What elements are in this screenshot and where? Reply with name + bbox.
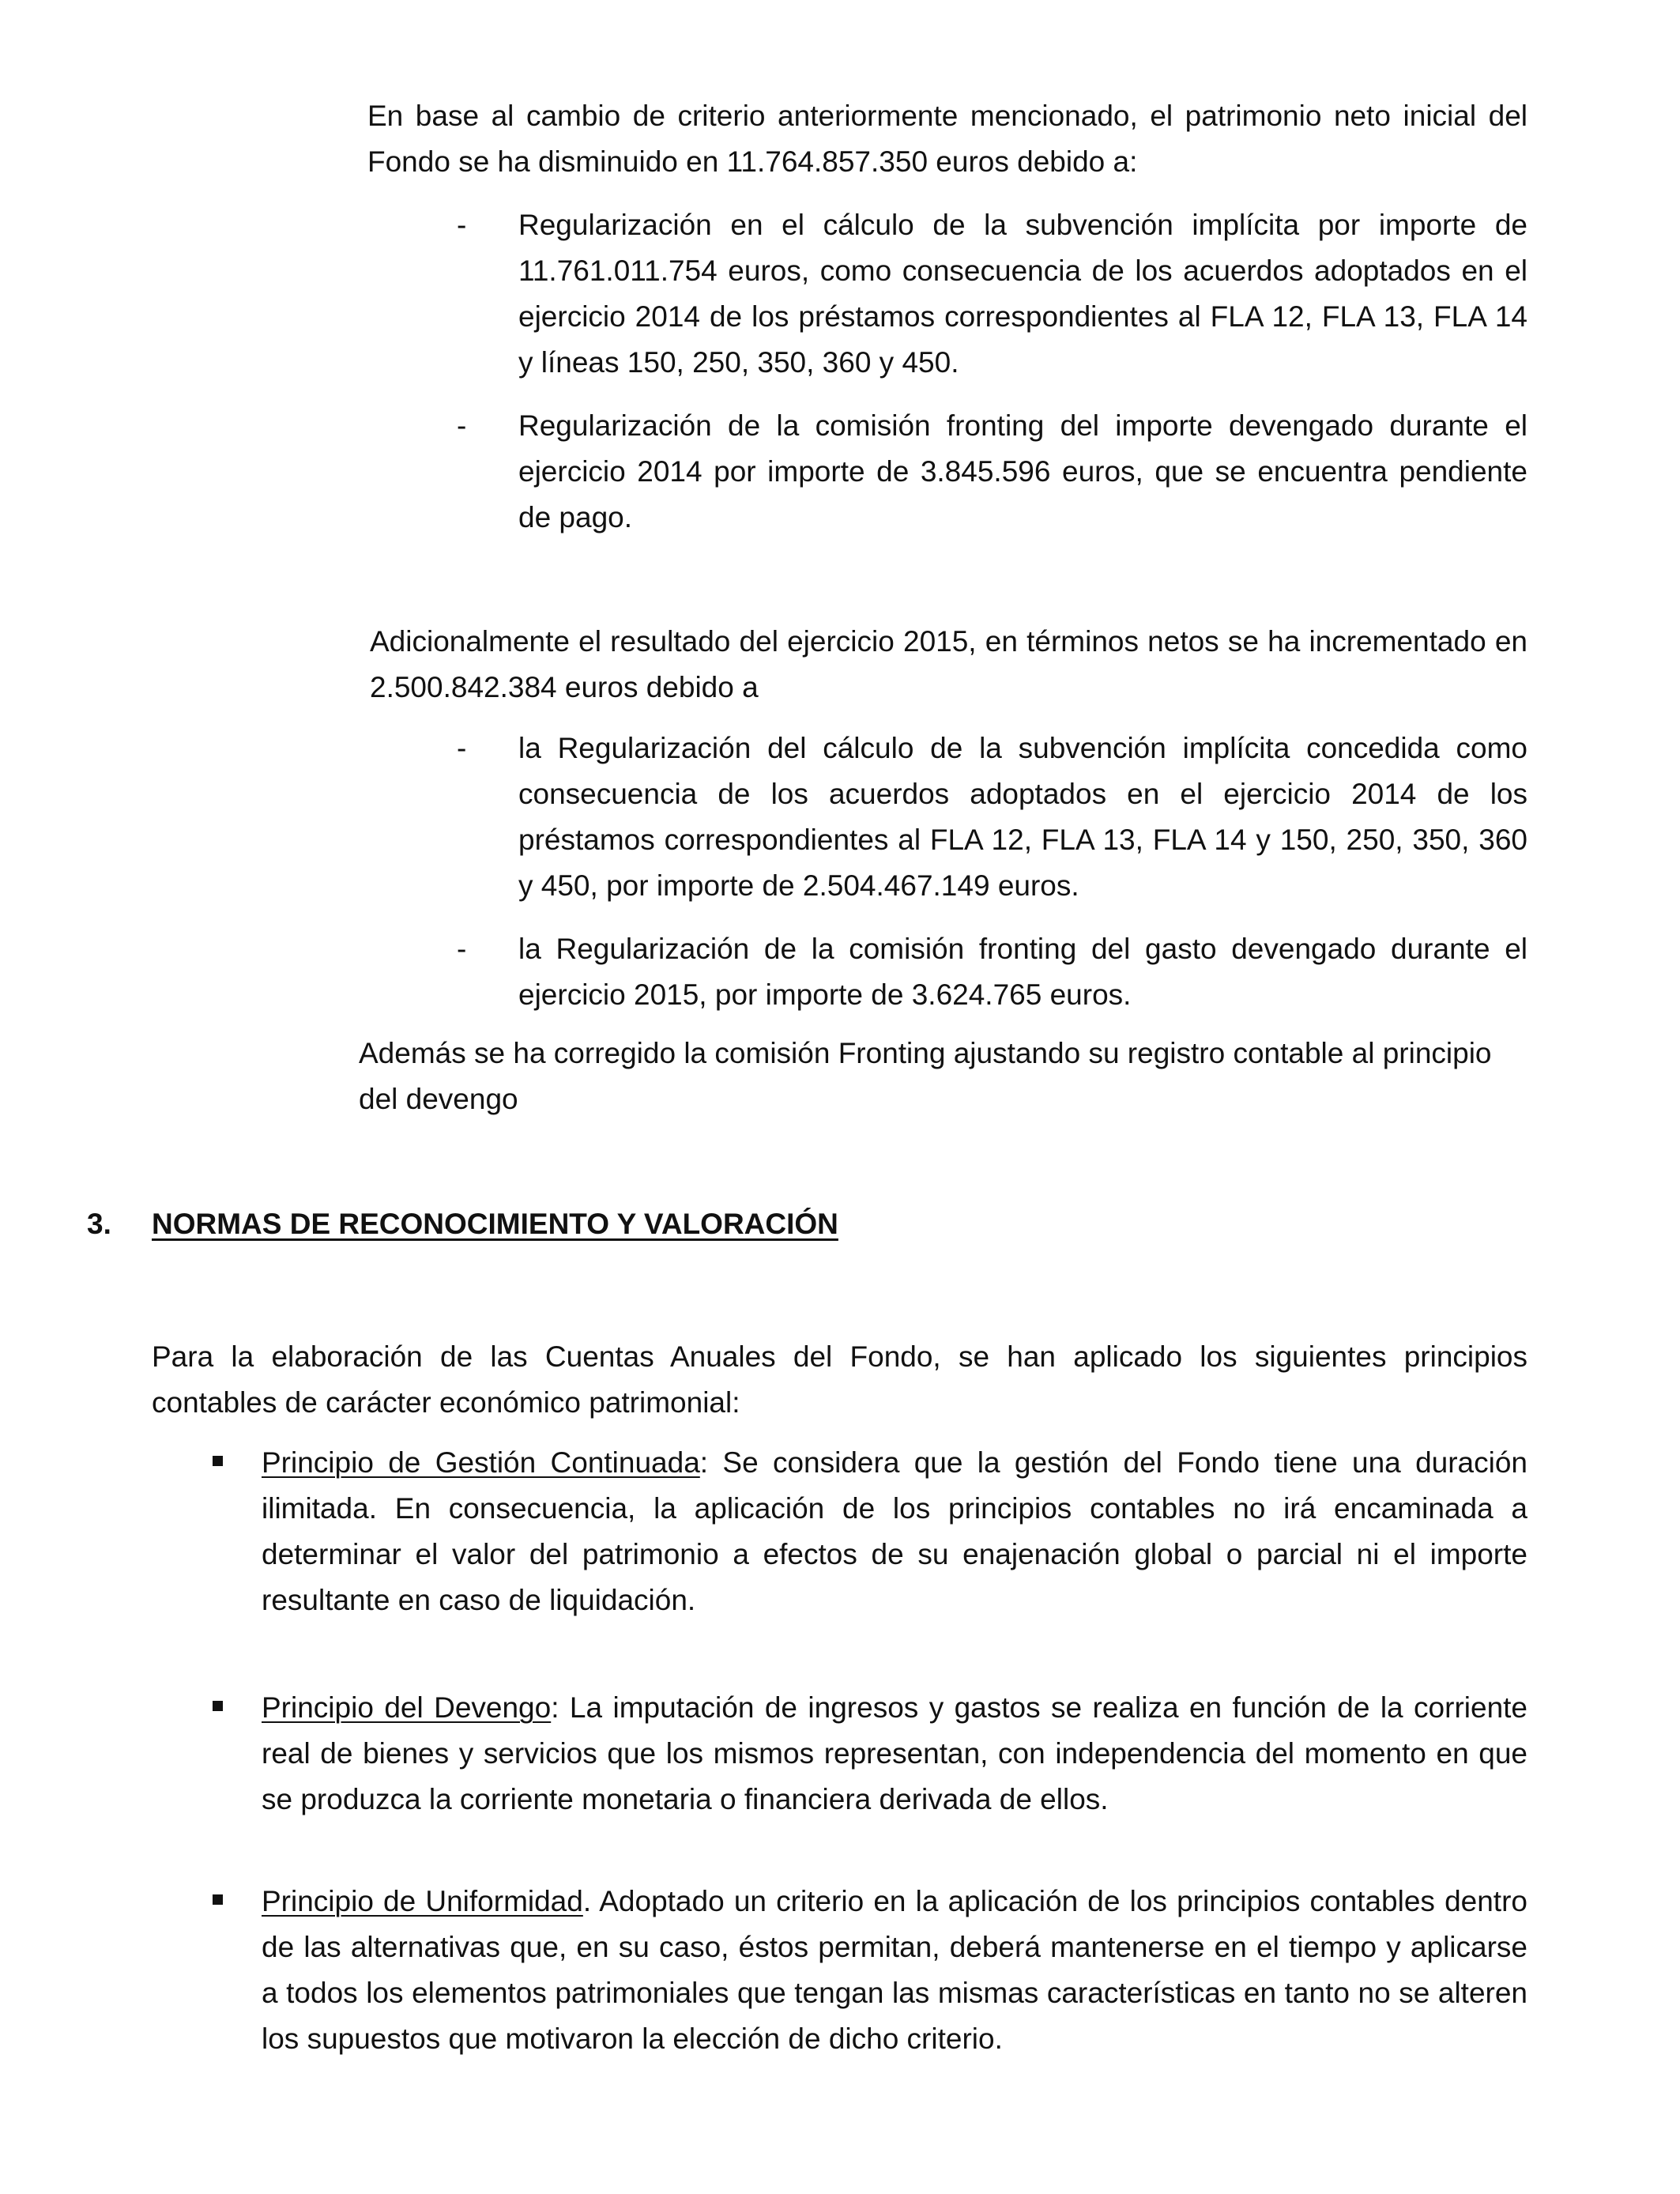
principle-description: Se considera que la gestión del Fondo tiene una duración ilimitada. En consecuencia, la aplicación de los principios contables no irá encaminada a determinar el valor del patrimonio a efectos de su enajenación global o parcial ni el importe resultante en caso de liquidación. xyxy=(262,1446,1527,1616)
dash-marker: - xyxy=(457,409,467,442)
square-bullet-icon xyxy=(213,1894,223,1905)
paragraph-fronting-note xyxy=(359,1031,1527,1122)
principle-name: Principio de Gestión Continuada xyxy=(262,1446,700,1479)
principle-name: Principio del Devengo xyxy=(262,1691,552,1724)
paragraph-patrimonio-intro xyxy=(367,93,1527,185)
principle-separator: : xyxy=(699,1446,709,1479)
square-bullet-icon xyxy=(213,1456,223,1466)
principle-text xyxy=(262,1685,1527,1823)
list-item-text: la Regularización del cálculo de la subvención implícita concedida como consecuencia de los acuerdos adoptados en el ejercicio 2014 de los préstamos correspondientes al FLA 12, FLA 13, FLA 14 y 150, 250, 350, 360 y 450, por importe de 2.504.467.149 euros. xyxy=(518,732,1527,902)
paragraph-resultado-intro xyxy=(370,619,1527,711)
principle-description: Adoptado un criterio en la aplicación de los principios contables dentro de las alternativas que, en su caso, éstos permitan, deberá mantenerse en el tiempo y aplicarse a todos los elementos patrimoniales que tengan las mismas características en tanto no se alteren los supuestos que motivaron la elección de dicho criterio. xyxy=(262,1885,1527,2055)
dash-marker: - xyxy=(457,732,467,764)
section-title: NORMAS DE RECONOCIMIENTO Y VALORACIÓN xyxy=(152,1208,838,1240)
principle-text xyxy=(262,1440,1527,1623)
principle-separator: . xyxy=(582,1885,592,1917)
principle-separator: : xyxy=(551,1691,559,1724)
paragraph-principios-intro xyxy=(152,1334,1527,1426)
square-bullet-icon xyxy=(213,1701,223,1711)
paragraph-text: Adicionalmente el resultado del ejercicio 2015, en términos netos se ha incrementado en 2.500.842.384 euros debido a xyxy=(370,625,1527,703)
paragraph-text: En base al cambio de criterio anteriormente mencionado, el patrimonio neto inicial del Fondo se ha disminuido en 11.764.857.350 euros debido a: xyxy=(367,100,1527,178)
principle-item xyxy=(262,1685,1527,1823)
principle-description: La imputación de ingresos y gastos se realiza en función de la corriente real de bienes y servicios que los mismos representan, con independencia del momento en que se produzca la corriente monetaria o financiera derivada de ellos. xyxy=(262,1691,1528,1815)
paragraph-text: Además se ha corregido la comisión Fronting ajustando su registro contable al principio del devengo xyxy=(359,1037,1492,1115)
list-item-text: Regularización de la comisión fronting del importe devengado durante el ejercicio 2014 por importe de 3.845.596 euros, que se encuentra pendiente de pago. xyxy=(518,409,1527,533)
principle-name: Principio de Uniformidad xyxy=(262,1885,583,1917)
dash-marker: - xyxy=(457,209,467,241)
list-item-text: Regularización en el cálculo de la subvención implícita por importe de 11.761.011.754 euros, como consecuencia de los acuerdos adoptados en el ejercicio 2014 de los préstamos correspondientes al FLA 12, FLA 13, FLA 14 y líneas 150, 250, 350, 360 y 450. xyxy=(518,209,1527,379)
list-item-text: la Regularización de la comisión fronting del gasto devengado durante el ejercicio 2015, por importe de 3.624.765 euros. xyxy=(518,933,1527,1011)
section-number: 3. xyxy=(87,1208,111,1240)
dash-marker: - xyxy=(457,933,467,965)
principle-item xyxy=(262,1879,1527,2062)
principle-text xyxy=(262,1879,1527,2062)
paragraph-text: Para la elaboración de las Cuentas Anuales del Fondo, se han aplicado los siguientes principios contables de carácter económico patrimonial: xyxy=(152,1340,1527,1419)
principle-item xyxy=(262,1440,1527,1623)
